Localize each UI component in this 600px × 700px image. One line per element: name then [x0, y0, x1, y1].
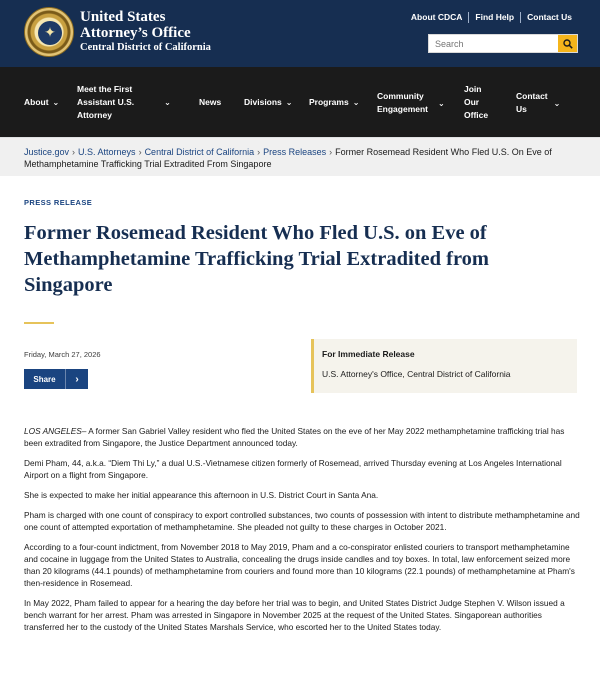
breadcrumb-separator: ›: [329, 147, 333, 157]
breadcrumb-link-justice-gov[interactable]: Justice.gov: [24, 147, 70, 157]
nav-item-first-assistant[interactable]: [77, 83, 171, 122]
breadcrumb: [24, 146, 584, 170]
nav-label: News: [199, 97, 222, 107]
nav-item-programs[interactable]: [309, 96, 359, 109]
nav-item-news[interactable]: [199, 96, 221, 109]
doj-seal-icon[interactable]: [24, 7, 74, 57]
article-paragraph: Demi Pham, 44, a.k.a. “Diem Thi Ly,” a dual U.S.-Vietnamese citizen formerly of Rosemead, arrived Thursday evening at Los Angeles International Airport on a flight from Singapore.: [24, 458, 562, 480]
nav-label: Divisions: [244, 97, 282, 107]
chevron-down-icon: ⌄: [285, 98, 293, 107]
dateline: LOS ANGELES: [24, 426, 82, 436]
nav-item-community-engagement[interactable]: [377, 90, 445, 116]
nav-label-line: Assistant U.S.: [77, 97, 135, 107]
release-office: U.S. Attorney's Office, Central District of California: [322, 369, 511, 379]
chevron-down-icon: ⌄: [553, 98, 561, 108]
release-info-box: [311, 339, 577, 393]
nav-label-line: Engagement: [377, 104, 429, 114]
release-date: Friday, March 27, 2026: [24, 350, 101, 359]
nav-label: [77, 83, 134, 122]
brand-title-line1: United States: [80, 9, 166, 25]
search-input[interactable]: [429, 35, 558, 52]
nav-label-line: Contact: [516, 91, 548, 101]
article-paragraph: In May 2022, Pham failed to appear for a hearing the day before her trial was to begin, and United States District Judge Stephen V. Wilson issued a bench warrant for her arrest. Pham was arrested in Singapore in November 2025 at the request of the United States. Singaporean authorities transferred her to the custody of the United States Marshals Service, who escorted her to the United States today.: [24, 598, 565, 632]
util-link-about-cdca[interactable]: About CDCA: [410, 12, 463, 22]
nav-label-line: Meet the First: [77, 84, 133, 94]
nav-label: [516, 90, 548, 116]
breadcrumb-current: Former Rosemead Resident Who Fled U.S. On Eve of Methamphetamine Trafficking Trial Extradited From Singapore: [24, 147, 552, 169]
chevron-down-icon: ⌄: [52, 98, 60, 107]
brand-subtitle: Central District of California: [80, 42, 211, 53]
article-body: [24, 425, 580, 641]
search-box: [428, 34, 578, 53]
chevron-down-icon: ⌄: [352, 98, 360, 107]
nav-label: [464, 83, 488, 122]
nav-item-divisions[interactable]: [244, 96, 293, 109]
nav-item-join-our-office[interactable]: [464, 83, 488, 122]
nav-item-about[interactable]: [24, 96, 59, 109]
breadcrumb-separator: ›: [138, 147, 142, 157]
breadcrumb-separator: ›: [72, 147, 76, 157]
page-title: Former Rosemead Resident Who Fled U.S. on Eve of Methamphetamine Trafficking Trial Extradited from Singapore: [24, 222, 490, 296]
article-paragraph: According to a four-count indictment, from November 2018 to May 2019, Pham and a co-conspirator enlisted couriers to transport methamphetamine and cocaine in luggage from the United States to Australia, concealing the drugs inside candles and toy boxes. In total, law enforcement seized more than 20 kilograms (44.1 pounds) of methamphetamine from couriers and found more than 10 kilograms (22.1 pounds) of methamphetamine at Pham's then-residence in Rosemead.: [24, 542, 575, 588]
release-title: For Immediate Release: [322, 349, 415, 359]
breadcrumb-separator: ›: [257, 147, 261, 157]
site-brand[interactable]: [80, 9, 211, 55]
nav-label-line: Our: [464, 97, 480, 107]
chevron-right-icon: ›: [75, 373, 79, 385]
chevron-down-icon: ⌄: [438, 98, 445, 108]
share-label: Share: [24, 369, 66, 389]
title-divider: [24, 322, 54, 324]
nav-label: Programs: [309, 97, 349, 107]
article-paragraph: Pham is charged with one count of conspiracy to export controlled substances, two counts of possession with intent to distribute methamphetamine and one count of attempted exportation of methamphetamine. She pleaded not guilty to these charges in October 2021.: [24, 510, 580, 532]
nav-label-line: Join: [464, 84, 482, 94]
article-paragraph: She is expected to make her initial appearance this afternoon in U.S. District Court in Santa Ana.: [24, 490, 379, 500]
search-button[interactable]: [558, 35, 577, 52]
article-paragraph: [24, 425, 580, 449]
util-link-find-help[interactable]: Find Help: [475, 12, 515, 22]
breadcrumb-link-us-attorneys[interactable]: U.S. Attorneys: [78, 147, 136, 157]
nav-label-line: Us: [516, 104, 527, 114]
utility-links: [405, 12, 578, 23]
breadcrumb-link-central-district[interactable]: Central District of California: [144, 147, 255, 157]
nav-item-contact-us[interactable]: [516, 90, 560, 116]
eagle-icon: ✦: [44, 24, 56, 40]
breadcrumb-link-press-releases[interactable]: Press Releases: [263, 147, 327, 157]
main-navigation: [0, 67, 600, 137]
nav-label: [377, 90, 428, 116]
site-header: [0, 0, 600, 67]
chevron-down-icon: ⌄: [164, 98, 171, 107]
press-release-label: PRESS RELEASE: [24, 198, 93, 207]
nav-label-line: Office: [464, 110, 489, 120]
brand-title-line2: Attorney’s Office: [80, 25, 191, 41]
nav-label: About: [24, 97, 49, 107]
nav-label-line: Community: [377, 91, 424, 101]
paragraph-text: – A former San Gabriel Valley resident who fled the United States on the eve of her May 2022 methamphetamine trafficking trial has been extradited from Singapore, the Justice Department announced today.: [24, 426, 565, 448]
util-link-contact-us[interactable]: Contact Us: [527, 12, 572, 22]
share-button[interactable]: [24, 369, 88, 389]
search-icon: [563, 39, 573, 49]
breadcrumb-bar: [0, 137, 600, 176]
nav-label-line: Attorney: [77, 110, 112, 120]
